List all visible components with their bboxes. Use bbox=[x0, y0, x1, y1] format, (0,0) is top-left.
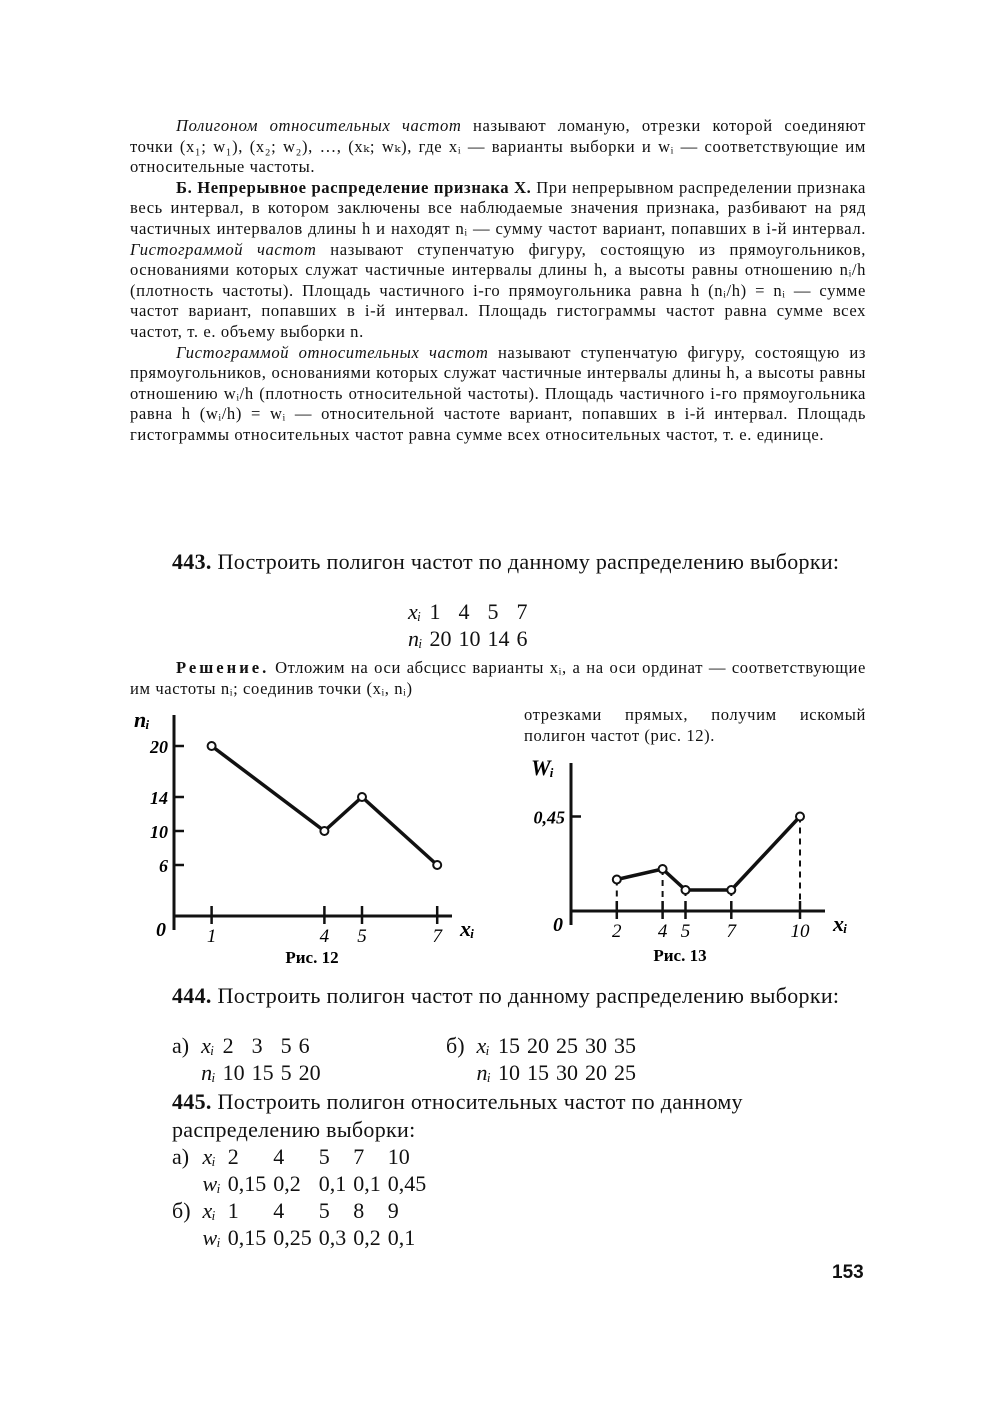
data-point bbox=[320, 827, 328, 835]
theory-paragraph-3: Гистограммой относительных частот называют ступенчатую фигуру, состоящую из прямоугольников, основаниями которых служат частичные интервалы длины h, а высоты равны отношению wᵢ/h (плотность относительной частоты). Площадь частичного i-го прямоугольника равна h (wᵢ/h) = wᵢ — относительной частоте вариант, попавших в i-й интервал. Площадь гистограммы относительных частот равна сумме всех относительных частот, т. е. единице. bbox=[130, 342, 866, 444]
y-tick-label: 20 bbox=[150, 737, 168, 757]
data-point bbox=[659, 865, 667, 873]
x-axis-label: xᵢ bbox=[460, 916, 475, 941]
table-row-n: nᵢ 20 10 14 6 bbox=[408, 626, 528, 651]
problem-number: 444. bbox=[172, 983, 212, 1008]
term-relative-frequency-histogram: Гистограммой относительных частот bbox=[176, 342, 489, 362]
series-segment bbox=[362, 797, 437, 865]
theory-paragraph-2: Б. Непрерывное распределение признака X. При непрерывном распределении признака весь интервал, в котором заключены все наблюдаемые значения признака, разбивают на ряд частичных интервалов длины h и находят nᵢ — сумму частот вариант, попавших в i-й интервал. Гистограммой частот называют ступенчатую фигуру, состоящую из прямоугольников, основаниями которых служат частичные интервалы длины h, а высоты равны отношению nᵢ/h (плотность частоты). Площадь частичного i-го прямоугольника равна h (nᵢ/h) = nᵢ — сумме частот вариант, попавших в i-й интервал. Площадь гистограммы частот равна сумме всех частот, т. е. объему выборки n. bbox=[130, 177, 867, 341]
series-segment bbox=[324, 797, 362, 831]
figure-caption: Рис. 12 bbox=[285, 948, 339, 967]
problem-443-table bbox=[408, 598, 534, 652]
data-point bbox=[358, 793, 366, 801]
series-segment bbox=[617, 869, 663, 880]
problem-445-statement: 445. Построить полигон относительных частот по данному распределению выборки: bbox=[172, 1089, 743, 1142]
table-row-w: wᵢ 0,15 0,2 0,1 0,1 0,45 bbox=[202, 1171, 427, 1196]
solution-label: Решение. bbox=[176, 658, 270, 677]
table-row-x: б) xᵢ 15 20 25 30 35 bbox=[446, 1033, 637, 1058]
y-tick-label: 6 bbox=[159, 856, 168, 876]
figure-12-chart bbox=[130, 705, 490, 975]
figure-caption: Рис. 13 bbox=[653, 946, 707, 965]
origin-label: 0 bbox=[553, 914, 563, 936]
series-segment bbox=[212, 746, 325, 831]
problem-number: 445. bbox=[172, 1089, 212, 1114]
theory-block bbox=[130, 116, 866, 446]
y-axis-label: Wᵢ bbox=[531, 755, 555, 780]
problem-443-solution: Решение. Отложим на оси абсцисс варианты xᵢ, а на оси ординат — соответствующие им частоты nᵢ; соединив точки (xᵢ, nᵢ) bbox=[130, 658, 866, 698]
problem-445a-table bbox=[172, 1143, 433, 1251]
y-tick-label: 14 bbox=[150, 788, 168, 808]
x-tick-label: 7 bbox=[726, 921, 737, 942]
x-tick-label: 10 bbox=[790, 921, 810, 942]
y-tick-label: 10 bbox=[150, 822, 168, 842]
series-segment bbox=[731, 817, 800, 891]
origin-label: 0 bbox=[156, 919, 166, 941]
x-tick-label: 7 bbox=[432, 926, 442, 947]
section-heading-continuous: Б. Непрерывное распределение признака X. bbox=[176, 177, 532, 197]
problem-443-solution-cont: отрезками прямых, получим искомый полигон частот (рис. 12). bbox=[524, 705, 866, 745]
theory-paragraph-1: Полигоном относительных частот называют ломаную, отрезки которой соединяют точки (x₁; w₁), (x₂; w₂), …, (xₖ; wₖ), где xᵢ — варианты выборки и wᵢ — соответствующие им относительные частоты. bbox=[130, 116, 867, 177]
problem-number: 443. bbox=[172, 549, 212, 574]
data-point bbox=[727, 886, 735, 894]
x-tick-label: 5 bbox=[680, 921, 691, 942]
table-row-w: wᵢ 0,15 0,25 0,3 0,2 0,1 bbox=[202, 1225, 416, 1250]
table-row-n: nᵢ 10 15 30 20 25 bbox=[476, 1060, 637, 1085]
x-tick-label: 4 bbox=[319, 926, 330, 947]
y-tick-label: 0,45 bbox=[533, 807, 565, 828]
problem-444-statement: 444. Построить полигон частот по данному распределению выборки: bbox=[172, 983, 840, 1008]
x-axis-label: xᵢ bbox=[833, 911, 848, 936]
page-number: 153 bbox=[832, 1262, 864, 1283]
y-axis-label: nᵢ bbox=[134, 707, 150, 732]
table-row-n: nᵢ 10 15 5 20 bbox=[201, 1060, 321, 1085]
term-frequency-histogram: Гистограммой частот bbox=[130, 239, 317, 259]
table-row-x: б) xᵢ 1 4 5 8 9 bbox=[172, 1198, 399, 1223]
data-point bbox=[613, 876, 621, 884]
table-row-x: а) xᵢ 2 3 5 6 bbox=[172, 1033, 310, 1058]
figure-13-chart bbox=[525, 755, 875, 970]
data-point bbox=[433, 861, 441, 869]
x-tick-label: 1 bbox=[206, 926, 217, 947]
data-point bbox=[796, 813, 804, 821]
table-row-x: xᵢ 1 4 5 7 bbox=[408, 599, 528, 624]
x-tick-label: 2 bbox=[612, 921, 622, 942]
term-relative-frequency-polygon: Полигоном относительных частот bbox=[176, 116, 462, 135]
problem-444b-table bbox=[446, 1032, 643, 1086]
problem-443-statement: 443. Построить полигон частот по данному распределению выборки: bbox=[172, 549, 840, 574]
problem-444a-table bbox=[172, 1032, 328, 1086]
data-point bbox=[682, 886, 690, 894]
x-tick-label: 4 bbox=[657, 921, 668, 942]
data-point bbox=[208, 742, 216, 750]
x-tick-label: 5 bbox=[357, 926, 367, 947]
table-row-x: а) xᵢ 2 4 5 7 10 bbox=[172, 1144, 410, 1169]
